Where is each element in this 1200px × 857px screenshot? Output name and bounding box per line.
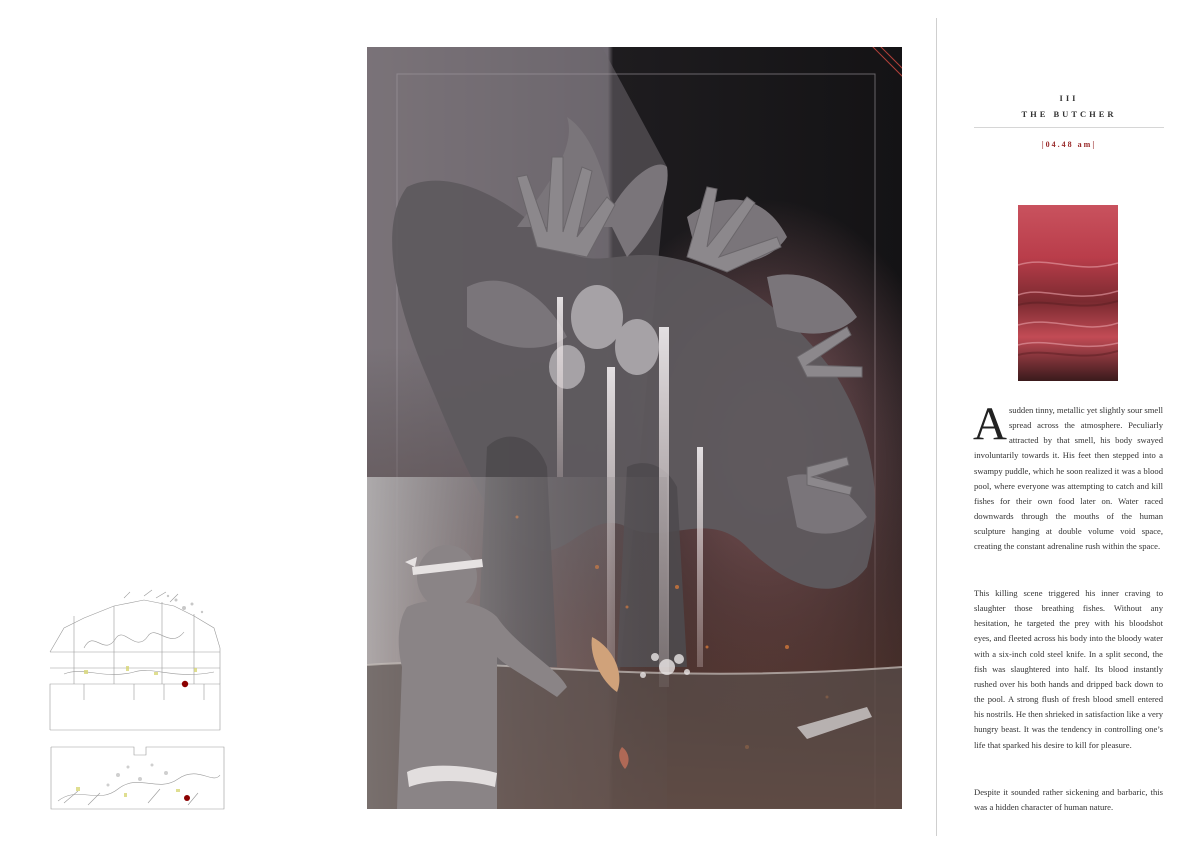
chapter-rule	[974, 127, 1164, 128]
main-artwork-image	[367, 47, 902, 809]
plan-diagram	[48, 745, 228, 811]
chapter-time: |04.48 am|	[1041, 140, 1097, 149]
story-paragraph-2: This killing scene triggered his inner craving to slaughter those breathing fishes. Without any hesitation, he targeted the prey with his bloodshot eyes, and fleeted across his body into the bloody water with a six-inch cold steel knife. In a split second, the fish was slaughtered into half. Its blood instantly rushed over his both hands and dripped back down to the pool. A strong flush of fresh blood smell entered his nostrils. He then shrieked in satisfaction like a very hungry beast. It was the tendency in controlling one’s life that sparked his desire to kill for pleasure.	[974, 588, 1163, 750]
story-paragraph-1-text: sudden tinny, metallic yet slightly sour smell spread across the atmosphere. Peculiarly attracted by that smell, his body swayed involuntarily towards it. His feet then stepped into a swampy puddle, which he soon realized it was a blood pool, where everyone was attempting to catch and kill fishes for their own food later on. Water raced downwards through the mouths of the human sculpture hanging at double volume void space, creating the constant adrenaline rush within the space.	[974, 405, 1163, 552]
story-paragraph-1	[973, 398, 1163, 555]
chapter-title: THE BUTCHER	[1021, 109, 1117, 119]
page-divider	[936, 18, 937, 836]
chapter-number: III	[1059, 93, 1079, 103]
story-paragraph-3: Despite it sounded rather sickening and barbaric, this was a hidden character of human nature.	[974, 787, 1163, 813]
section-diagram	[44, 588, 226, 732]
drop-cap: A	[973, 398, 1007, 450]
red-water-thumbnail	[1018, 205, 1118, 381]
